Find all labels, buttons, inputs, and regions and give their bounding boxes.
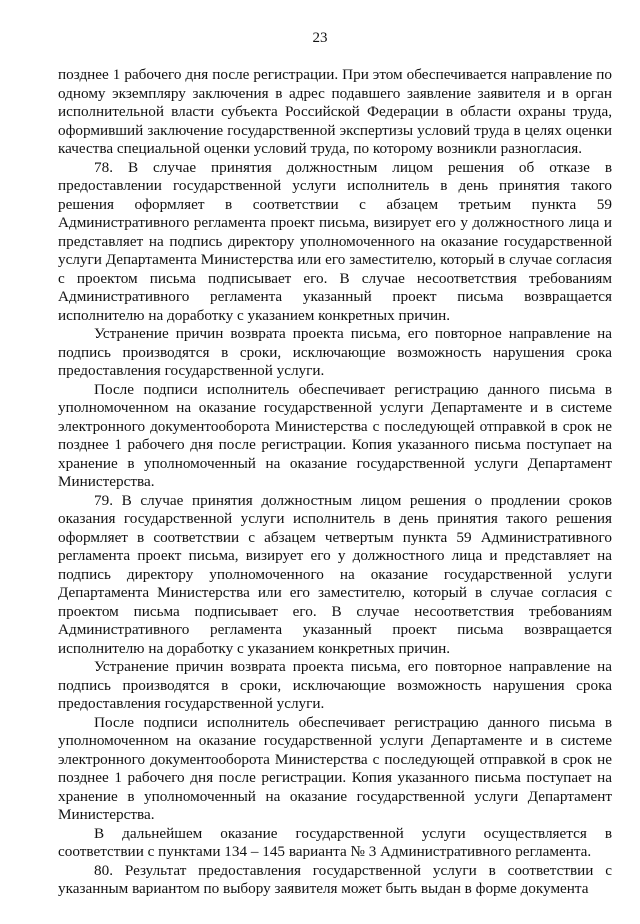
paragraph-79: 79. В случае принятия должностным лицом решения о продлении сроков оказания государственной услуги исполнитель в день принятия такого решения оформляет в соответствии с абзацем четвертым пункта 59 Административного регламента проект письма, визирует его у должностного лица и представляет на подпись директору уполномоченного на оказание государственной услуги Департамента Министерства или его заместителю, который в случае согласия с проектом письма подписывает его. В случае несоответствия требованиям Административного регламента указанный проект письма возвращается исполнителю на доработку с указанием конкретных причин.: [58, 491, 612, 657]
paragraph-continuation: позднее 1 рабочего дня после регистрации. При этом обеспечивается направление по одному экземпляру заключения в адрес подавшего заявление заявителя и в орган исполнительной власти субъекта Российской Федерации в области охраны труда, оформивший заключение государственной экспертизы условий труда в целях оценки качества специальной оценки условий труда, по которому возникли разногласия.: [58, 66, 612, 157]
paragraph-79-return: Устранение причин возврата проекта письма, его повторное направление на подпись производятся в сроки, исключающие возможность нарушения срока предоставления государственной услуги.: [58, 658, 612, 712]
page-number: 23: [312, 30, 328, 46]
paragraph-78-return: Устранение причин возврата проекта письма, его повторное направление на подпись производятся в сроки, исключающие возможность нарушения срока предоставления государственной услуги.: [58, 325, 612, 379]
paragraph-78: 78. В случае принятия должностным лицом решения об отказе в предоставлении государственной услуги исполнитель в день принятия такого решения оформляет в соответствии с абзацем третьим пункта 59 Административного регламента проект письма, визирует его у должностного лица и представляет на подпись директору уполномоченного на оказание государственной услуги Департамента Министерства или его заместителю, который в случае согласия с проектом письма подписывает его. В случае несоответствия требованиям Административного регламента указанный проект письма возвращается исполнителю на доработку с указанием конкретных причин.: [58, 158, 612, 324]
paragraph-78-registration: После подписи исполнитель обеспечивает регистрацию данного письма в уполномоченном на оказание государственной услуги Департаменте и в системе электронного документооборота Министерства с последующей отправкой в срок не позднее 1 рабочего дня после регистрации. Копия указанного письма поступает на хранение в уполномоченный на оказание государственной услуги Департамент Министерства.: [58, 380, 612, 490]
paragraph-80: 80. Результат предоставления государственной услуги в соответствии с указанным вариантом по выбору заявителя может быть выдан в форме документа: [58, 861, 612, 897]
document-body: [58, 66, 612, 899]
paragraph-79-registration: После подписи исполнитель обеспечивает регистрацию данного письма в уполномоченном на оказание государственной услуги Департаменте и в системе электронного документооборота Министерства с последующей отправкой в срок не позднее 1 рабочего дня после регистрации. Копия указанного письма поступает на хранение в уполномоченный на оказание государственной услуги Департамент Министерства.: [58, 713, 612, 823]
paragraph-79-further: В дальнейшем оказание государственной услуги осуществляется в соответствии с пунктами 134 – 145 варианта № 3 Административного регламента.: [58, 824, 612, 860]
